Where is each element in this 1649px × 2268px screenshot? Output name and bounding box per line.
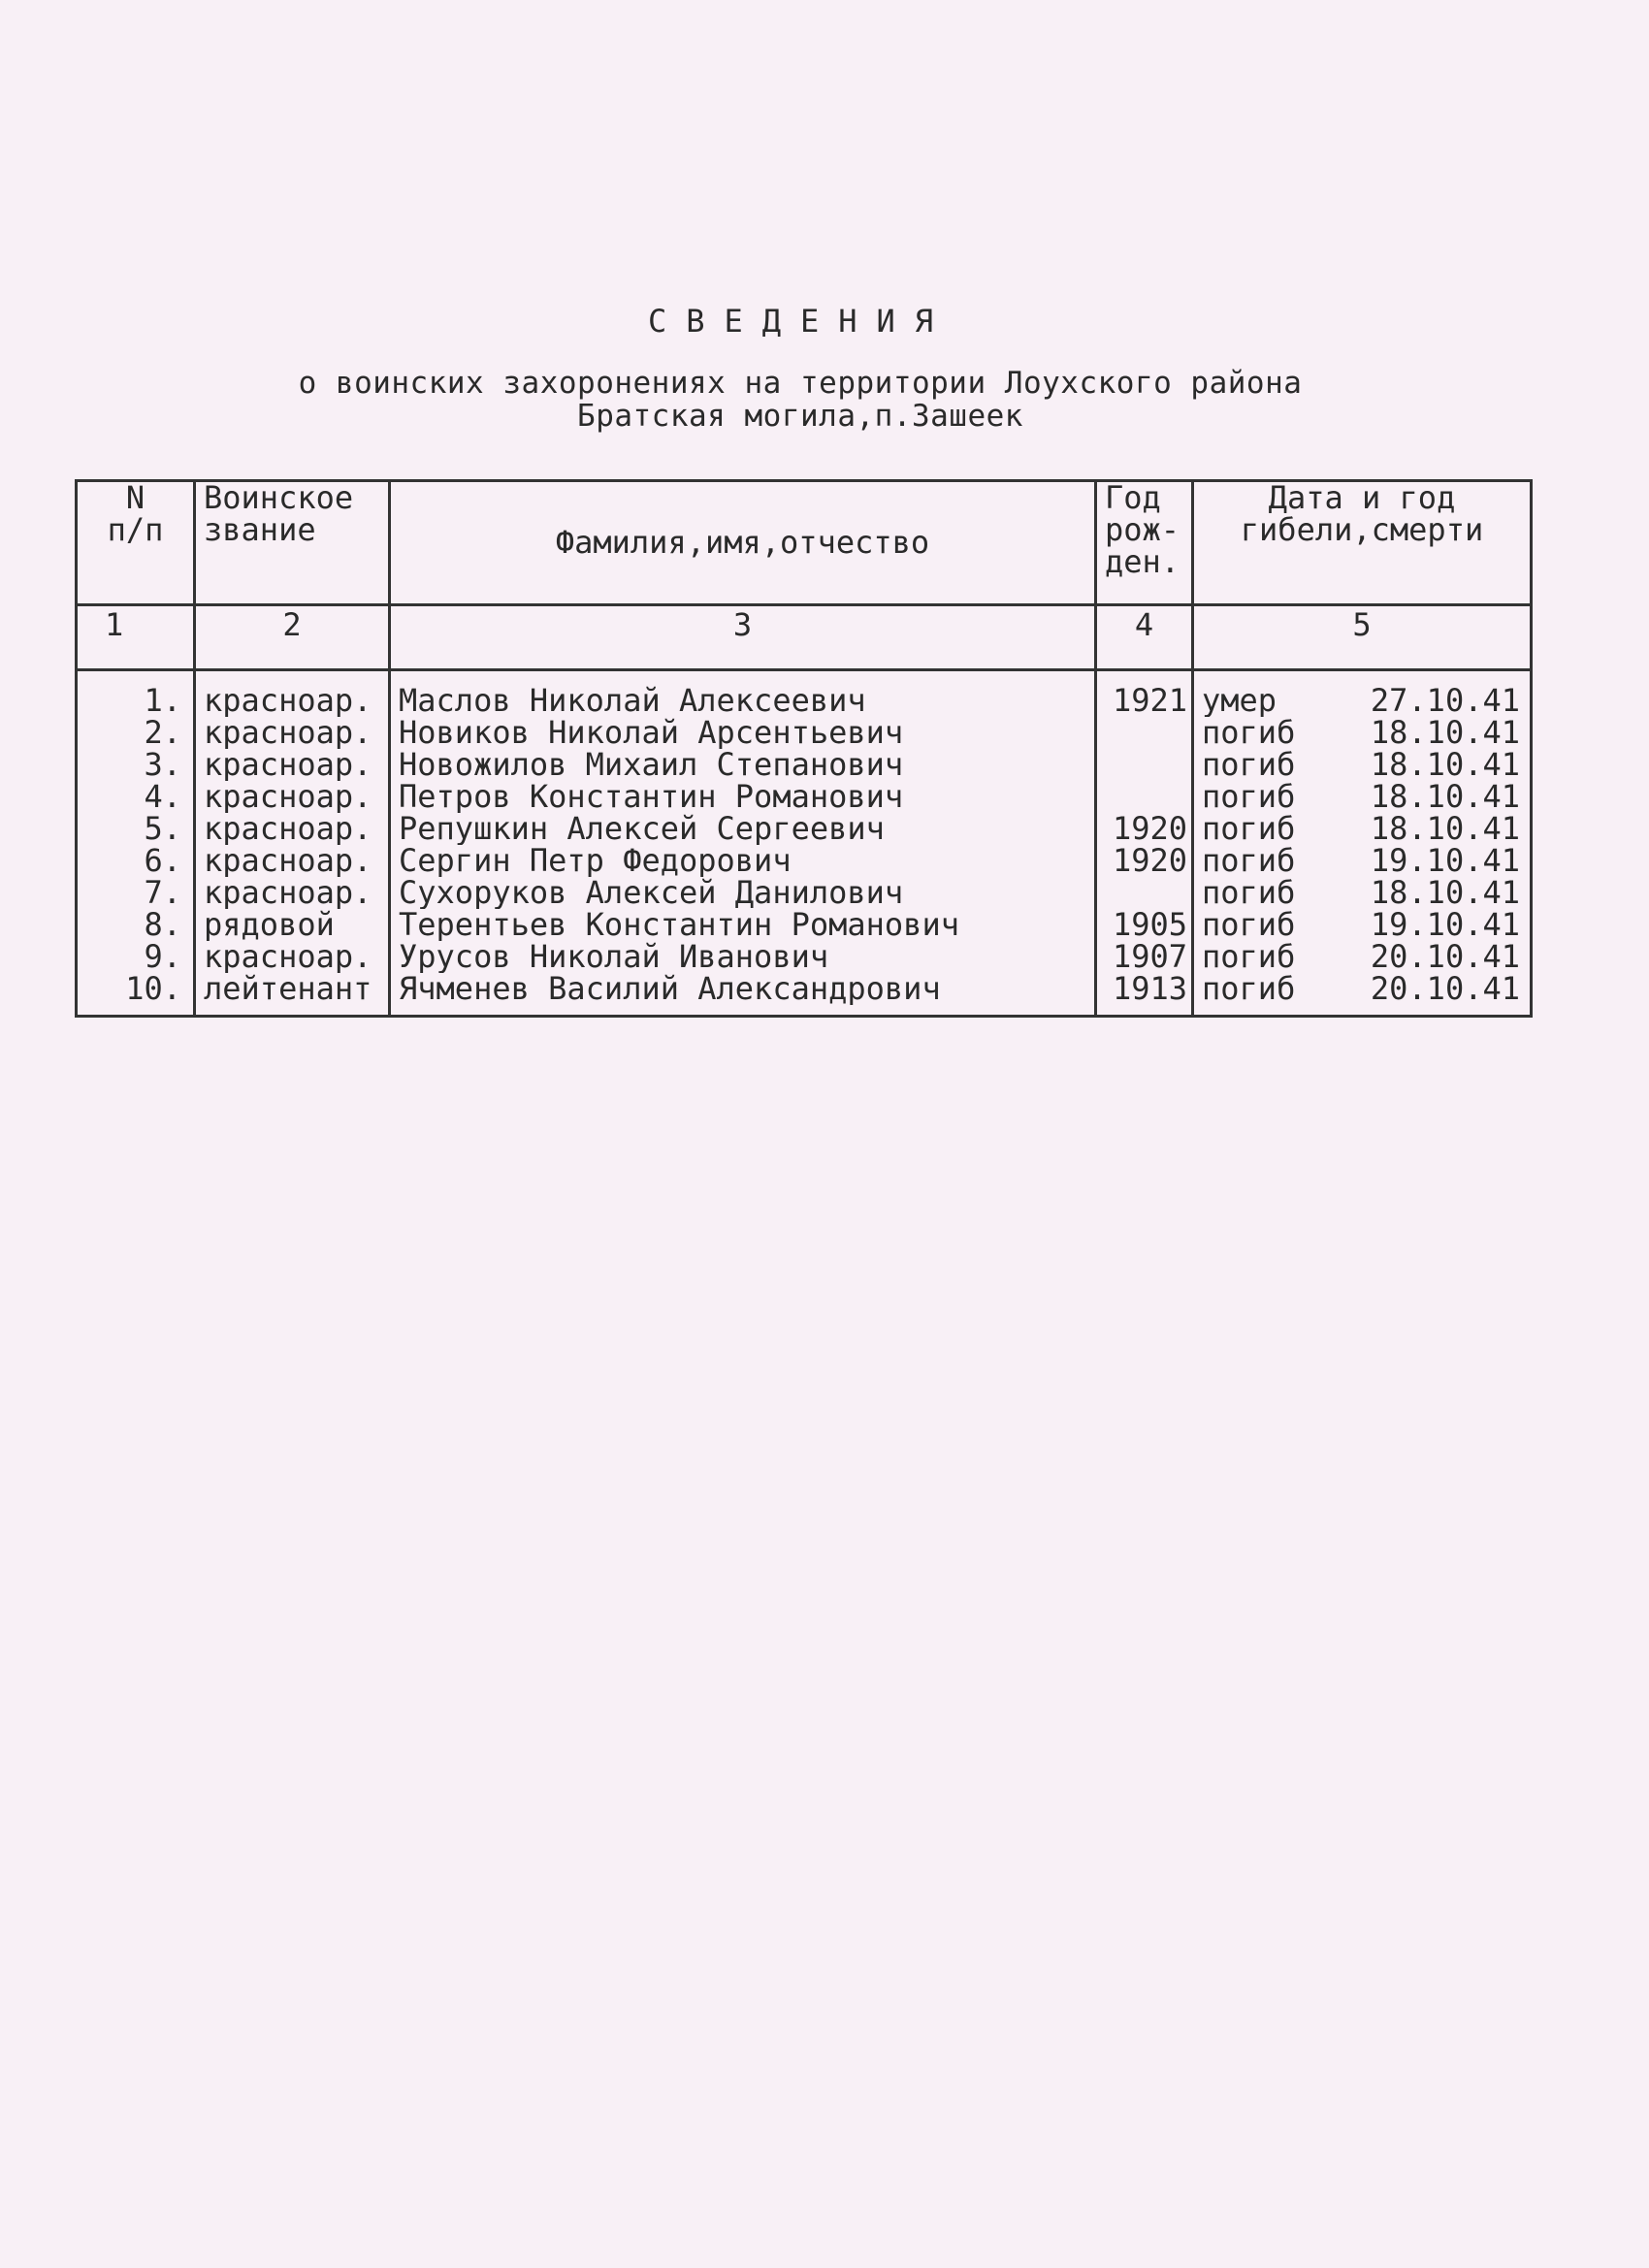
- row-full-name: Сухоруков Алексей Данилович: [399, 877, 904, 909]
- row-number: 5.: [144, 813, 181, 845]
- row-birth-year: 1920: [1112, 845, 1187, 877]
- row-birth-year: 1921: [1112, 685, 1187, 717]
- header-rank: Воинское звание: [195, 481, 390, 605]
- row-number: 9.: [144, 941, 181, 973]
- row-death-date: 27.10.41: [1370, 685, 1520, 717]
- row-full-name: Петров Константин Романович: [399, 781, 904, 813]
- row-death: [1194, 717, 1530, 749]
- row-birth-year: [1097, 717, 1191, 749]
- row-death-date: 18.10.41: [1370, 877, 1520, 909]
- subtitle-line-1: о воинских захоронениях на территории Лоухского района: [298, 366, 1303, 401]
- column-number-5: 5: [1193, 605, 1532, 670]
- row-birth-year: [1097, 749, 1191, 781]
- row-death-status: погиб: [1202, 781, 1296, 813]
- header-num: N п/п: [77, 481, 195, 605]
- row-death-date: 18.10.41: [1370, 717, 1520, 749]
- row-full-name: Маслов Николай Алексеевич: [399, 685, 866, 717]
- row-full-name: Новиков Николай Арсентьевич: [399, 717, 904, 749]
- row-rank: красноар.: [204, 877, 372, 909]
- row-death-date: 18.10.41: [1370, 781, 1520, 813]
- table-header-row: [77, 481, 1532, 605]
- column-year-cell: [1096, 670, 1193, 1017]
- row-number: 10.: [125, 973, 181, 1005]
- row-death-date: 18.10.41: [1370, 813, 1520, 845]
- row-full-name: Новожилов Михаил Степанович: [399, 749, 904, 781]
- row-full-name: Репушкин Алексей Сергеевич: [399, 813, 885, 845]
- row-number: 7.: [144, 877, 181, 909]
- row-death-date: 20.10.41: [1370, 941, 1520, 973]
- row-rank: красноар.: [204, 941, 372, 973]
- row-death-date: 20.10.41: [1370, 973, 1520, 1005]
- subtitle-line-2: Братская могила,п.Зашеек: [577, 399, 1023, 434]
- column-number-2: 2: [195, 605, 390, 670]
- row-number: 6.: [144, 845, 181, 877]
- row-death: [1194, 749, 1530, 781]
- column-number-row: [77, 605, 1532, 670]
- header-birth-year: Год рож- ден.: [1096, 481, 1193, 605]
- row-death-date: 19.10.41: [1370, 909, 1520, 941]
- row-rank: красноар.: [204, 781, 372, 813]
- column-number-3: 3: [390, 605, 1096, 670]
- table-body-row: [77, 670, 1532, 1017]
- row-birth-year: [1097, 877, 1191, 909]
- row-death-status: погиб: [1202, 877, 1296, 909]
- row-number: 8.: [144, 909, 181, 941]
- row-birth-year: 1913: [1112, 973, 1187, 1005]
- row-number: 1.: [144, 685, 181, 717]
- row-full-name: Ячменев Василий Александрович: [399, 973, 941, 1005]
- row-birth-year: 1920: [1112, 813, 1187, 845]
- column-death-cell: [1193, 670, 1532, 1017]
- row-death-status: погиб: [1202, 973, 1296, 1005]
- row-rank: красноар.: [204, 845, 372, 877]
- row-rank: лейтенант: [204, 973, 372, 1005]
- row-rank: красноар.: [204, 685, 372, 717]
- row-number: 4.: [144, 781, 181, 813]
- row-death: [1194, 909, 1530, 941]
- row-death-status: погиб: [1202, 909, 1296, 941]
- row-death: [1194, 685, 1530, 717]
- row-full-name: Сергин Петр Федорович: [399, 845, 792, 877]
- document-subtitle: [0, 367, 1600, 433]
- row-death: [1194, 845, 1530, 877]
- row-death: [1194, 941, 1530, 973]
- column-rank-cell: [195, 670, 390, 1017]
- row-birth-year: 1907: [1112, 941, 1187, 973]
- row-full-name: Урусов Николай Иванович: [399, 941, 829, 973]
- row-full-name: Терентьев Константин Романович: [399, 909, 959, 941]
- row-rank: красноар.: [204, 813, 372, 845]
- document-title: СВЕДЕНИЯ: [647, 303, 954, 340]
- row-birth-year: [1097, 781, 1191, 813]
- row-number: 3.: [144, 749, 181, 781]
- column-name-cell: [390, 670, 1096, 1017]
- row-rank: красноар.: [204, 749, 372, 781]
- column-number-1: 1: [77, 605, 195, 670]
- row-birth-year: 1905: [1112, 909, 1187, 941]
- column-number-4: 4: [1096, 605, 1193, 670]
- row-death-date: 18.10.41: [1370, 749, 1520, 781]
- row-death-status: погиб: [1202, 813, 1296, 845]
- row-death-status: погиб: [1202, 845, 1296, 877]
- row-death-status: погиб: [1202, 941, 1296, 973]
- row-death: [1194, 813, 1530, 845]
- row-death-status: погиб: [1202, 717, 1296, 749]
- header-name: Фамилия,имя,отчество: [390, 481, 1096, 605]
- row-number: 2.: [144, 717, 181, 749]
- burial-registry-table: [75, 479, 1533, 1018]
- row-death: [1194, 781, 1530, 813]
- row-death-date: 19.10.41: [1370, 845, 1520, 877]
- row-death-status: умер: [1202, 685, 1277, 717]
- row-death: [1194, 973, 1530, 1005]
- row-rank: рядовой: [204, 909, 335, 941]
- row-death-status: погиб: [1202, 749, 1296, 781]
- row-death: [1194, 877, 1530, 909]
- column-num-cell: [77, 670, 195, 1017]
- row-rank: красноар.: [204, 717, 372, 749]
- header-death-date: Дата и год гибели,смерти: [1193, 481, 1532, 605]
